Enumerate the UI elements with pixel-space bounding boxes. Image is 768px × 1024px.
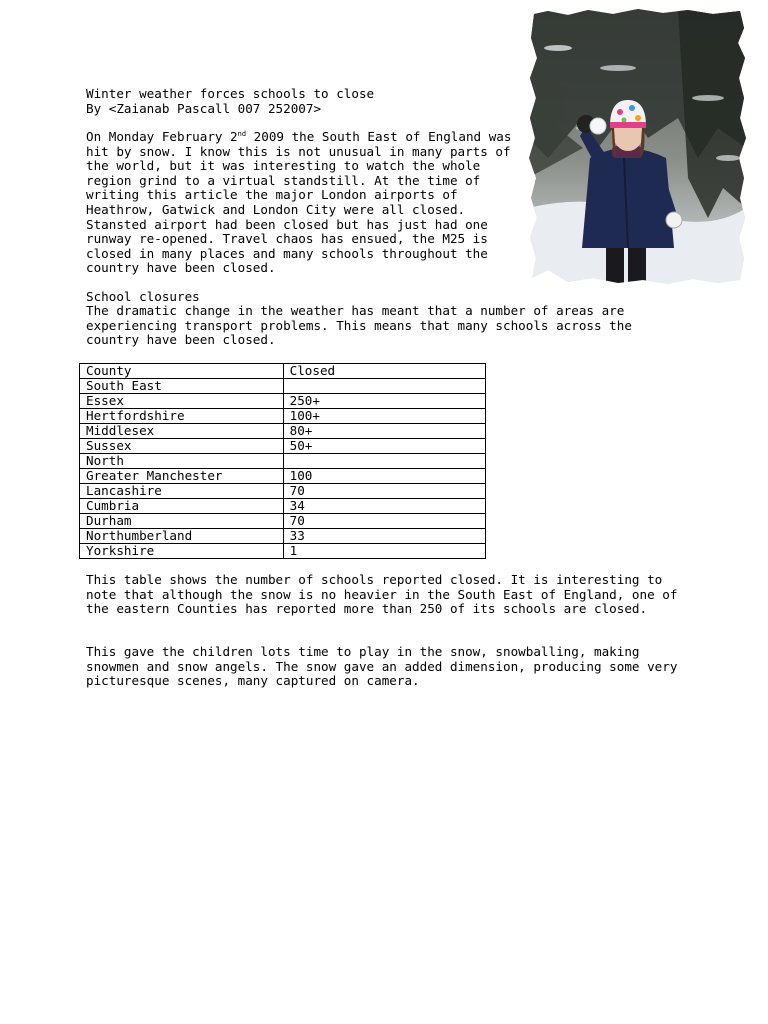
county-cell: Essex <box>80 394 284 409</box>
section-heading: School closures <box>86 289 200 304</box>
table-row <box>80 484 486 499</box>
county-cell: South East <box>80 379 284 394</box>
closing-paragraph: This gave the children lots time to play in the snow, snowballing, making snowmen and snow angels. The snow gave an added dimension, producing some very picturesque scenes, many captured on camera. <box>86 644 678 689</box>
county-cell: Sussex <box>80 439 284 454</box>
closed-cell: 250+ <box>283 394 485 409</box>
article-title: Winter weather forces schools to close <box>86 86 375 101</box>
closed-cell: 33 <box>283 529 485 544</box>
school-closures-table <box>79 363 486 559</box>
article-byline: By <Zaianab Pascall 007 252007> <box>86 100 322 116</box>
county-cell: Hertfordshire <box>80 409 284 424</box>
county-cell: Northumberland <box>80 529 284 544</box>
closed-cell: 100 <box>283 469 485 484</box>
closed-cell: 80+ <box>283 424 485 439</box>
table-row <box>80 454 486 469</box>
table-row <box>80 439 486 454</box>
intro-paragraph <box>86 130 516 276</box>
closed-cell: 70 <box>283 484 485 499</box>
table-row <box>80 544 486 559</box>
table-row <box>80 409 486 424</box>
table-row <box>80 469 486 484</box>
section-paragraph: The dramatic change in the weather has meant that a number of areas are experiencing transport problems. This means that many schools across the country have been closed. <box>86 303 632 348</box>
county-cell: North <box>80 454 284 469</box>
closed-cell <box>283 379 485 394</box>
header-county: County <box>80 364 284 379</box>
table-row <box>80 394 486 409</box>
county-cell: Yorkshire <box>80 544 284 559</box>
closed-cell: 70 <box>283 514 485 529</box>
county-cell: Cumbria <box>80 499 284 514</box>
intro-text-start: On Monday February 2 <box>86 129 238 144</box>
intro-text-rest: 2009 the South East of England was hit by snow. I know this is not unusual in many parts of the world, but it was interesting to watch the whole region grind to a virtual standstill. At the time of writing this article the major London airports of Heathrow, Gatwick and London City were all closed. Stansted airport had been closed but has just had one runway re-opened. Travel chaos has ensued, the M25 is closed in many places and many schools throughout the country have been closed. <box>86 129 512 276</box>
county-cell: Durham <box>80 514 284 529</box>
table-header-row <box>80 364 486 379</box>
snow-photo <box>528 8 746 284</box>
table-row <box>80 514 486 529</box>
closed-cell: 50+ <box>283 439 485 454</box>
table-commentary-paragraph: This table shows the number of schools reported closed. It is interesting to note that although the snow is no heavier in the South East of England, one of the eastern Counties has reported more than 250 of its schools are closed. <box>86 572 678 617</box>
table-row <box>80 379 486 394</box>
closed-cell <box>283 454 485 469</box>
ordinal-suffix: nd <box>237 130 247 138</box>
county-cell: Greater Manchester <box>80 469 284 484</box>
closed-cell: 1 <box>283 544 485 559</box>
table-row <box>80 424 486 439</box>
county-cell: Middlesex <box>80 424 284 439</box>
table-row <box>80 529 486 544</box>
closed-cell: 100+ <box>283 409 485 424</box>
table-row <box>80 499 486 514</box>
header-closed: Closed <box>283 364 485 379</box>
closed-cell: 34 <box>283 499 485 514</box>
county-cell: Lancashire <box>80 484 284 499</box>
